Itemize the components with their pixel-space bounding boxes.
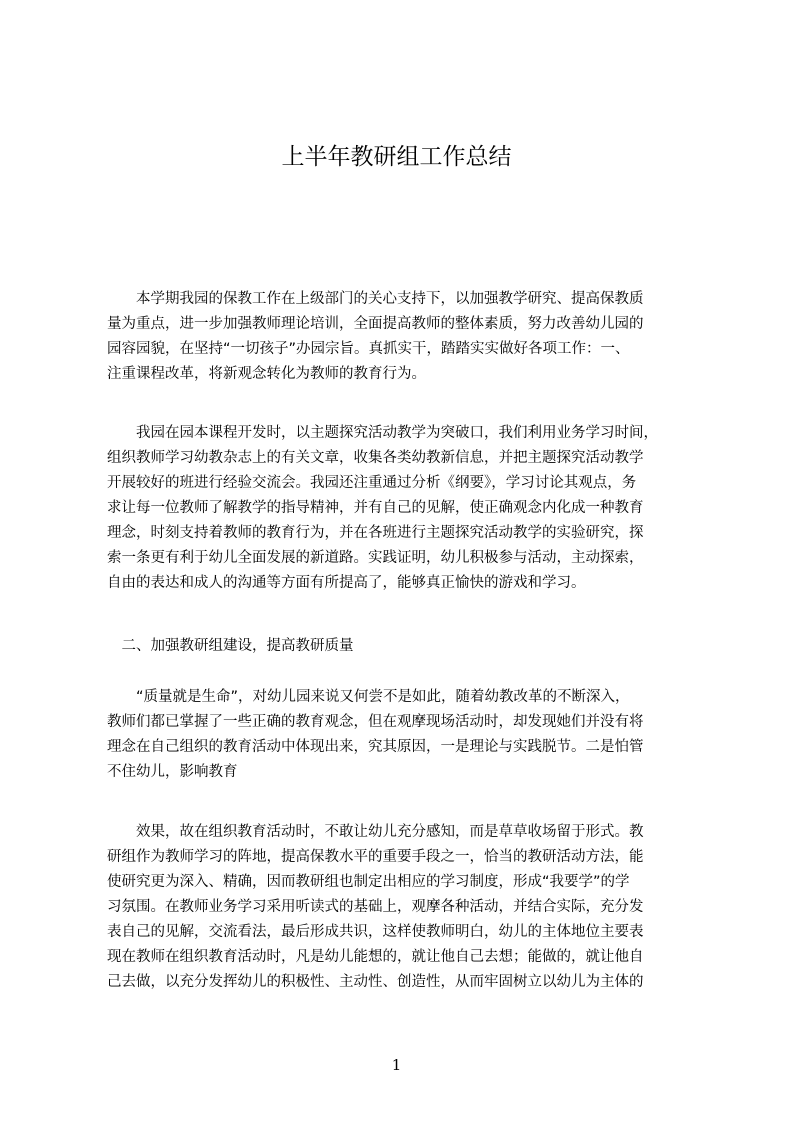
- paragraph-line: 自由的表达和成人的沟通等方面有所提高了，能够真正愉快的游戏和学习。: [107, 575, 586, 591]
- paragraph-line: 开展较好的班进行经验交流会。我园还注重通过分析《纲要》，学习讨论其观点，务: [107, 475, 637, 491]
- paragraph-line: 园容园貌，在坚持“一切孩子”办园宗旨。真抓实干，踏踏实实做好各项工作：一、: [107, 341, 630, 357]
- paragraph-line: 我园在园本课程开发时，以主题探究活动教学为突破口，我们利用业务学习时间，: [107, 425, 658, 441]
- paragraph-line: 使研究更为深入、精确，因而教研组也制定出相应的学习制度，形成“我要学”的学: [107, 874, 630, 890]
- page-number: 1: [391, 1056, 402, 1074]
- paragraph-line: 教师们都已掌握了一些正确的教育观念，但在观摩现场活动时，却发现她们并没有将: [107, 714, 644, 730]
- section-heading: [107, 634, 707, 659]
- paragraph-line: 注重课程改革，将新观念转化为教师的教育行为。: [107, 366, 426, 382]
- paragraph-line: 索一条更有利于幼儿全面发展的新道路。实践证明，幼儿积极参与活动，主动探索，: [107, 550, 644, 566]
- paragraph-line: 效果，故在组织教育活动时，不敢让幼儿充分感知，而是草草收场留于形式。教: [107, 824, 644, 840]
- paragraph-line: 表自己的见解，交流看法，最后形成共识，这样使教师明白，幼儿的主体地位主要表: [107, 924, 644, 940]
- paragraph-line: 现在教师在组织教育活动时，凡是幼儿能想的，就让他自己去想；能做的，就让他自: [107, 949, 644, 965]
- document-title: 上半年教研组工作总结: [281, 144, 512, 170]
- paragraph-line: 本学期我园的保教工作在上级部门的关心支持下，以加强教学研究、提高保教质: [107, 291, 644, 307]
- paragraph-line: 己去做，以充分发挥幼儿的积极性、主动性、创造性，从而牢固树立以幼儿为主体的: [107, 974, 644, 990]
- paragraph-line: 量为重点，进一步加强教师理论培训，全面提高教师的整体素质，努力改善幼儿园的: [107, 316, 644, 332]
- paragraph-line: 研组作为教师学习的阵地，提高保教水平的重要手段之一，恰当的教研活动方法，能: [107, 849, 644, 865]
- paragraph-line: 理念，时刻支持着教师的教育行为，并在各班进行主题探究活动教学的实验研究，探: [107, 525, 644, 541]
- section-heading-text: 二、加强教研组建设，提高教研质量: [107, 638, 354, 654]
- paragraph-quality: [107, 685, 707, 785]
- paragraph-line: 组织教师学习幼教杂志上的有关文章，收集各类幼教新信息，并把主题探究活动教学: [107, 450, 644, 466]
- paragraph-effect: [107, 820, 707, 995]
- paragraph-intro: [107, 287, 707, 387]
- paragraph-line: 不住幼儿，影响教育: [107, 764, 238, 780]
- paragraph-line: 理念在自己组织的教育活动中体现出来，究其原因，一是理论与实践脱节。二是怕管: [107, 739, 644, 755]
- paragraph-line: 求让每一位教师了解教学的指导精神，并有自己的见解，使正确观念内化成一种教育: [107, 500, 644, 516]
- paragraph-line: “质量就是生命”，对幼儿园来说又何尝不是如此，随着幼教改革的不断深入，: [107, 689, 630, 705]
- paragraph-line: 习氛围。在教师业务学习采用听读式的基础上，观摩各种活动，并结合实际，充分发: [107, 899, 644, 915]
- paragraph-curriculum: [107, 421, 707, 596]
